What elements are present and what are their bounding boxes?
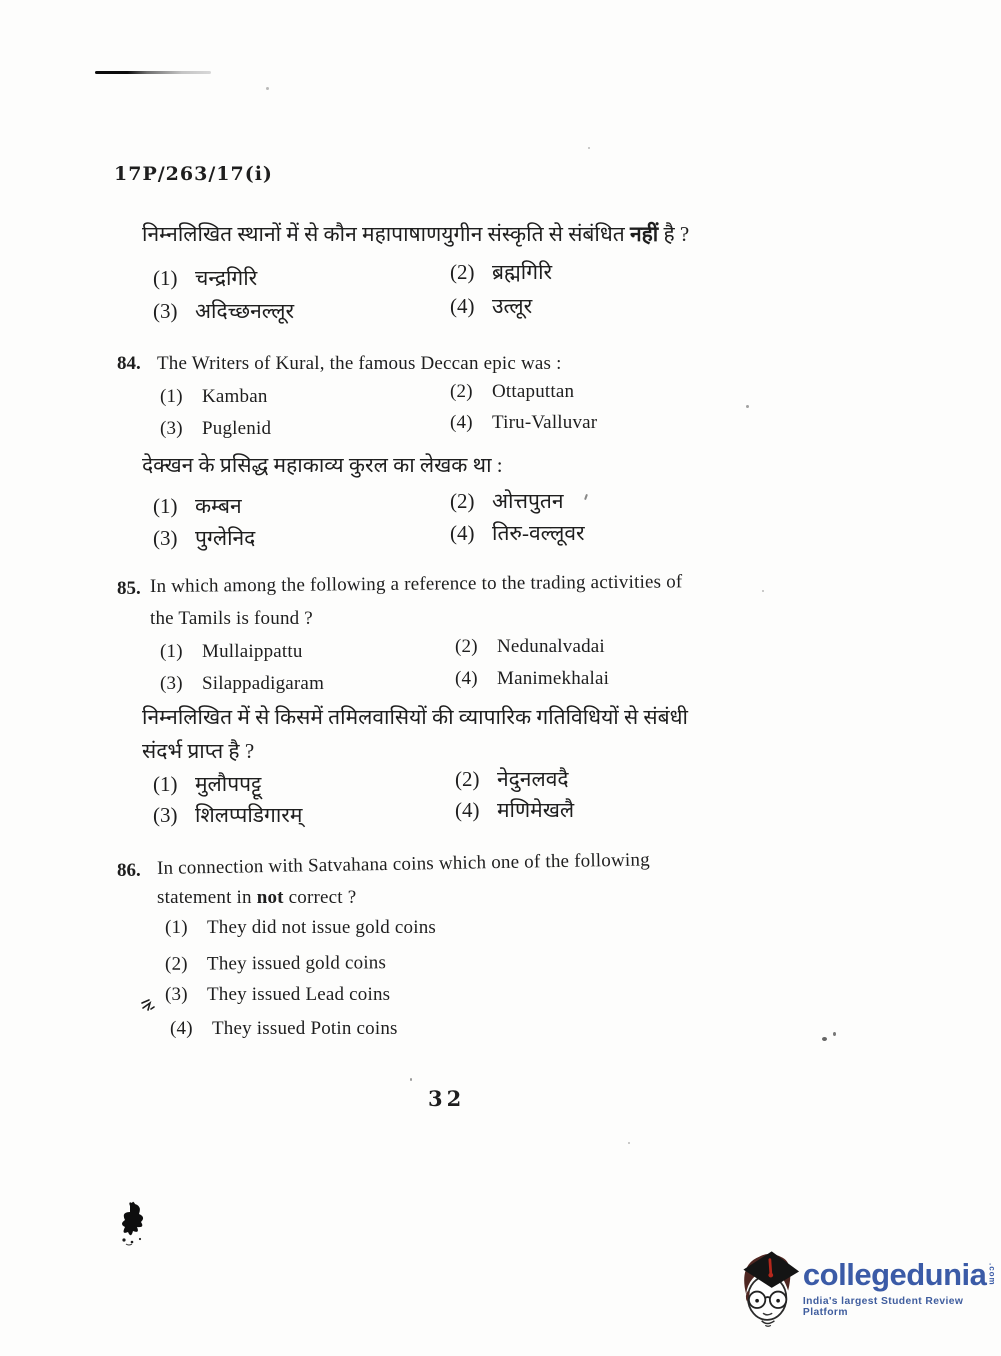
option-label: ब्रह्मगिरि [492,260,553,284]
q83-option-2 [450,258,552,286]
ink-blot [116,1200,156,1248]
q85-english-line1: In which among the following a reference to the trading activities of [149,571,683,597]
option-number: (3) [153,803,178,827]
option-label: चन्द्रगिरि [195,266,258,290]
top-left-rule [95,71,211,74]
q86-line2-pre: statement in [157,887,257,908]
q83-option-3 [153,297,294,325]
option-number: (1) [153,266,178,290]
collegedunia-mascot-icon [737,1241,801,1333]
collegedunia-logo [737,1241,999,1336]
q84-en-option-3 [160,418,271,440]
option-number: (2) [450,489,475,513]
option-label: They issued gold coins [206,952,387,975]
logo-tld-text: .com [987,1263,997,1286]
option-label: Mullaippattu [202,641,303,662]
scan-speck [833,1032,836,1036]
option-number: (4) [450,521,475,545]
option-number: (2) [455,767,480,791]
q83-question-pre: निम्नलिखित स्थानों में से कौन महापाषाणयुगीन संस्कृति से संबंधित [142,222,630,246]
option-number: (2) [450,260,475,284]
option-number: (1) [153,494,178,518]
q85-hi-option-3 [153,801,302,829]
option-label: पुग्लेनिद [195,526,256,550]
q84-en-option-2 [450,381,574,403]
q85-hi-option-1 [153,770,261,798]
option-number: (4) [455,798,480,822]
scan-speck [266,87,269,90]
option-label: They issued Lead coins [207,984,391,1005]
option-label: Puglenid [202,418,272,439]
scan-speck [746,405,749,408]
option-number: (1) [153,772,178,796]
q85-en-option-1 [160,641,303,663]
q84-hindi-question: देक्खन के प्रसिद्ध महाकाव्य कुरल का लेखक था : [142,453,503,477]
q84-hi-option-4 [450,519,585,547]
q86-option-3 [165,984,390,1006]
option-number: (1) [160,386,183,407]
q84-en-option-1 [160,386,268,408]
page-number: 32 [428,1086,466,1111]
q85-hindi-line2: संदर्भ प्राप्त है ? [142,739,255,763]
q85-english-line2: the Tamils is found ? [150,608,313,629]
option-label: उत्लूर [492,294,533,318]
q85-hi-option-4 [455,796,574,824]
option-label: मणिमेखलै [497,798,575,822]
option-number: (3) [160,418,183,439]
pen-scribble-mark [140,997,160,1013]
option-label: मुलौपपट्टू [195,772,262,796]
option-number: (3) [160,673,183,694]
q84-hi-option-3 [153,524,255,552]
option-label: Kamban [202,386,268,407]
q86-option-2 [165,952,386,976]
q86-line2-bold: not [256,887,284,908]
q84-number: 84. [117,353,141,374]
q83-hindi-question [142,220,689,248]
option-number: (4) [170,1018,193,1039]
q86-english-line1: In connection with Satvahana coins which one of the following [156,849,650,879]
q85-en-option-2 [455,636,605,658]
q84-hi-option-2 [450,487,564,515]
q83-option-1 [153,264,257,292]
q84-english-question: The Writers of Kural, the famous Deccan epic was : [157,353,562,374]
option-number: (3) [165,984,188,1005]
scan-speck [584,494,588,500]
q86-number: 86. [117,860,141,881]
q86-option-1 [165,917,436,939]
q86-option-4 [170,1018,398,1040]
scan-speck [410,1078,412,1081]
q85-hi-option-2 [455,765,569,793]
q85-en-option-4 [455,668,609,690]
option-label: They issued Potin coins [212,1018,398,1039]
logo-brand-text: collegedunia [802,1257,987,1292]
option-number: (2) [455,636,478,657]
option-label: They did not issue gold coins [207,917,437,938]
q84-hi-option-1 [153,492,242,520]
option-label: Silappadigaram [202,673,325,694]
option-number: (1) [165,917,188,938]
option-label: Nedunalvadai [497,636,605,657]
option-label: Tiru-Valluvar [492,412,598,433]
option-number: (4) [450,294,475,318]
option-label: नेदुनलवदै [497,767,569,791]
option-number: (1) [160,641,183,662]
q83-option-4 [450,292,532,320]
q85-hindi-line1: निम्नलिखित में से किसमें तमिलवासियों की व्यापारिक गतिविधियों से संबंधी [142,705,688,729]
q83-question-post: है ? [658,222,690,246]
option-number: (2) [164,953,188,975]
q86-line2-post: correct ? [283,887,357,908]
q85-number: 85. [117,578,141,599]
option-number: (2) [450,381,473,402]
q84-en-option-4 [450,412,597,434]
q83-question-bold: नहीं [630,222,659,246]
option-label: अदिच्छनल्लूर [195,299,295,323]
paper-code: 17P/263/17(i) [114,163,273,185]
option-label: तिरु-वल्लूवर [492,521,585,545]
scan-speck [588,147,590,149]
option-number: (3) [153,299,178,323]
q85-en-option-3 [160,673,324,695]
option-label: शिलप्पडिगारम् [195,803,303,827]
q86-english-line2 [157,887,356,909]
option-number: (3) [153,526,178,550]
option-number: (4) [455,668,478,689]
logo-tagline: India's largest Student Review Platform [802,1296,964,1318]
option-label: कम्बन [195,494,242,518]
option-number: (4) [450,412,473,433]
option-label: Ottaputtan [492,381,575,402]
scan-speck [628,1142,630,1144]
scan-speck [822,1037,827,1041]
option-label: Manimekhalai [497,668,610,689]
scan-speck [762,590,764,592]
option-label: ओत्तपुतन [492,489,564,513]
